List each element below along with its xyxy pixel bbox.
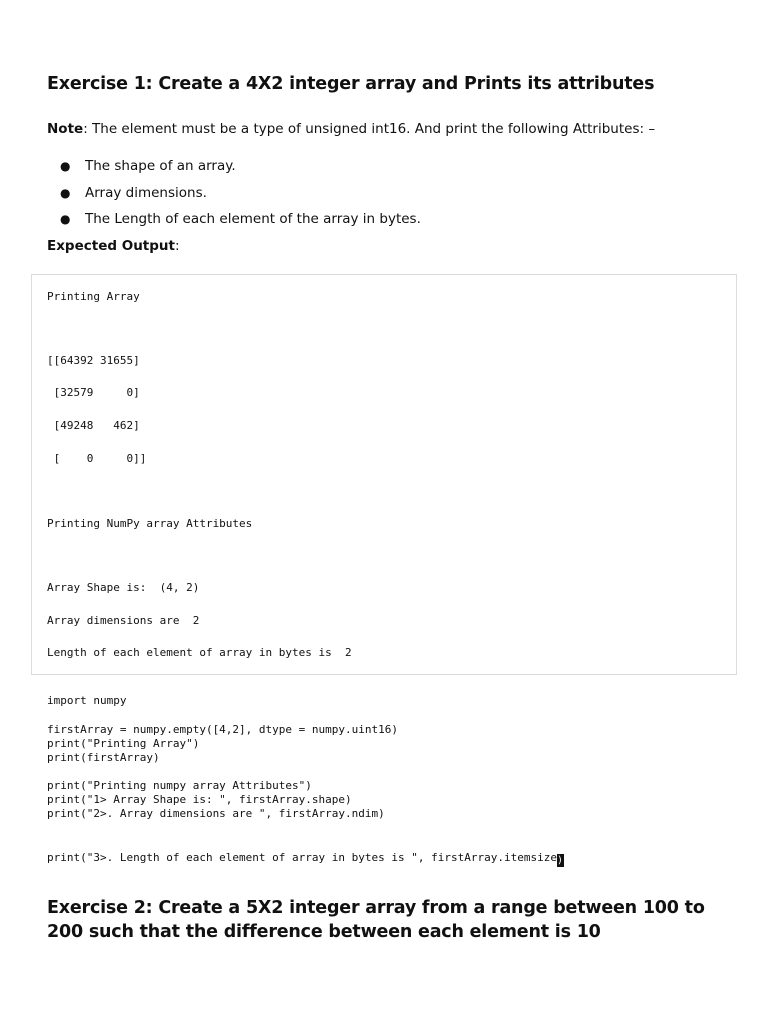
output-line: Array dimensions are 2	[47, 614, 200, 627]
code-line: firstArray = numpy.empty([4,2], dtype = numpy.uint16)	[47, 723, 398, 736]
exercise-1-title: Exercise 1: Create a 4X2 integer array and Prints its attributes	[47, 74, 655, 94]
bullet-icon: ●	[60, 212, 71, 226]
code-line: import numpy	[47, 694, 127, 707]
list-item: ● The shape of an array.	[60, 158, 236, 174]
bullet-icon: ●	[60, 159, 71, 173]
expected-output-label: Expected Output	[47, 238, 175, 254]
code-line: print("1> Array Shape is: ", firstArray.shape)	[47, 793, 352, 806]
code-line: print("2>. Array dimensions are ", firstArray.ndim)	[47, 807, 385, 820]
code-line: print(firstArray)	[47, 751, 160, 764]
expected-output-heading: Expected Output:	[47, 238, 180, 254]
output-line: [[64392 31655]	[47, 354, 140, 367]
code-line: print("Printing numpy array Attributes")	[47, 779, 312, 792]
output-line: Printing Array	[47, 290, 140, 303]
expected-output-box	[31, 274, 737, 675]
output-line: Printing NumPy array Attributes	[47, 517, 253, 530]
note-label: Note	[47, 121, 84, 137]
list-item: ● Array dimensions.	[60, 184, 207, 201]
code-line: print("Printing Array")	[47, 737, 200, 750]
output-line: [49248 462]	[47, 419, 140, 432]
bullet-icon: ●	[60, 185, 71, 200]
note-paragraph	[47, 119, 737, 139]
list-item: ● The Length of each element of the array in bytes.	[60, 211, 421, 227]
output-line: [ 0 0]]	[47, 452, 147, 465]
output-line: Array Shape is: (4, 2)	[47, 581, 200, 594]
attributes-list	[47, 156, 737, 236]
exercise-2-title: Exercise 2: Create a 5X2 integer array from a range between 100 to 200 such that the difference between each element is 10	[47, 898, 705, 942]
text-cursor: )	[556, 855, 563, 866]
output-line: [32579 0]	[47, 386, 140, 399]
note-text: : The element must be a type of unsigned int16. And print the following Attributes: –	[83, 121, 656, 137]
code-line-last: print("3>. Length of each element of array in bytes is ", firstArray.itemsize )	[47, 851, 563, 866]
output-line: Length of each element of array in bytes is 2	[47, 646, 352, 659]
